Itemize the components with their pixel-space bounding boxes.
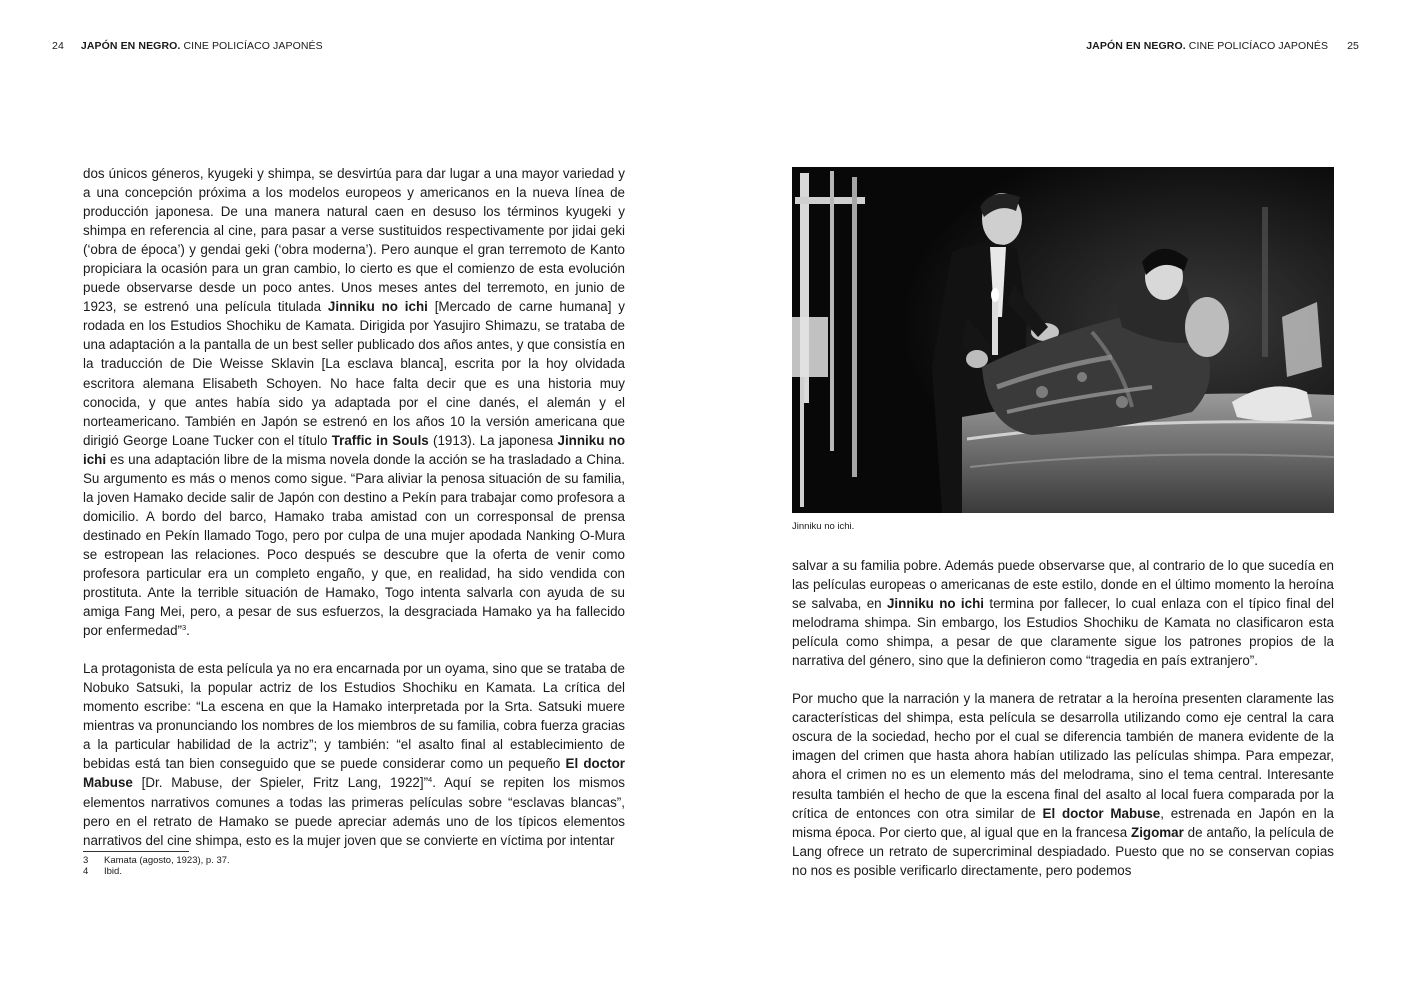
left-header-title: JAPÓN EN NEGRO. — [80, 40, 181, 52]
film-still-photo — [792, 167, 1334, 513]
footnote-rule — [83, 851, 189, 852]
right-paragraph-1: salvar a su familia pobre. Además puede observarse que, al contrario de lo que sucedía en las películas europeas o americanas de este estilo, donde en el último momento la heroína se salvaba, en Jinniku no ichi termina por fallecer, lo cual enlaza con el típico final del melodrama shimpa. Sin embargo, los Estudios Shochiku de Kamata no clasificaron esta película como shimpa, a pesar de que claramente sigue los patrones propios de la narrativa del género, sino que la definieron como “tragedia en país extranjero”. — [792, 558, 1334, 669]
left-paragraph-2: La protagonista de esta película ya no era encarnada por un oyama, sino que se trataba de Nobuko Satsuki, la popular actriz de los Estudios Shochiku en Kamata. La crítica del momento escribe: “La escena en que la Hamako interpretada por la Srta. Satsuki muere mientras va pronunciando los nombres de los miembros de su familia, cobra fuerza gracias a la particular habilidad de la actriz”; y también: “el asalto final al establecimiento de bebidas está tan bien conseguido que se puede considerar como un pequeño El doctor Mabuse [Dr. Mabuse, der Spieler, Fritz Lang, 1922]”$^4$. Aquí se repiten los mismos elementos narrativos comunes a todas las primeras películas sobre “esclavas blancas”, pero en el retrato de Hamako se puede apreciar además uno de los típicos elementos narrativos del cine shimpa, esto es la mujer joven que se convierte en víctima por intentar — [83, 661, 625, 848]
film-title: El doctor Mabuse — [83, 756, 625, 791]
left-running-header — [52, 40, 323, 52]
left-page-body — [83, 164, 625, 850]
left-paragraph-1: dos únicos géneros, kyugeki y shimpa, se desvirtúa para dar lugar a una mayor variedad y a una concepción próxima a los modelos europeos y americanos en la nueva línea de producción japonesa. De una manera natural caen en desuso los términos kyugeki y shimpa en referencia al cine, para pasar a verse sustituidos respectivamente por jidai geki (‘obra de época’) y gendai geki (‘obra moderna’). Pero aunque el gran terremoto de Kanto propiciara la ocasión para un gran cambio, lo cierto es que el comienzo de esta evolución puede observarse desde un poco antes. Unos meses antes del terremoto, en junio de 1923, se estrenó una película titulada Jinniku no ichi [Mercado de carne humana] y rodada en los Estudios Shochiku de Kamata. Dirigida por Yasujiro Shimazu, se trataba de una adaptación a la pantalla de un best seller publicado dos años antes, y que consistía en la traducción de Die Weisse Sklavin [La esclava blanca], escrita por la hoy olvidada escritora alemana Elisabeth Schoyen. No hace falta decir que es una historia muy conocida, y que antes había sido ya adaptada por el cine danés, el alemán y el norteamericano. También en Japón se estrenó en los años 10 la versión americana que dirigió George Loane Tucker con el título Traffic in Souls (1913). La japonesa Jinniku no ichi es una adaptación libre de la misma novela donde la acción se ha trasladado a China. Su argumento es más o menos como sigue. “Para aliviar la penosa situación de su familia, la joven Hamako decide salir de Japón con destino a Pekín para trabajar como profesora a domicilio. A bordo del barco, Hamako traba amistad con un corresponsal de prensa destinado en Pekín llamado Togo, pero por culpa de una mujer apodada Nanking O-Mura se estropean las relaciones. Poco después se descubre que la oferta de venir como profesora particular era un completo engaño, y que, en realidad, ha sido vendida con prostituta. Ante la terrible situación de Hamako, Togo intenta salvarla con ayuda de su amiga Fang Mei, pero, a pesar de sus esfuerzos, la desgraciada Hamako ya ha fallecido por enfermedad”$^3$. — [83, 166, 625, 639]
left-page-number: 24 — [52, 40, 64, 52]
right-page-number: 25 — [1347, 40, 1359, 52]
left-header-subtitle: CINE POLICÍACO JAPONÉS — [180, 40, 323, 52]
figure-caption: Jinniku no ichi. — [792, 521, 855, 532]
film-title: Zigomar — [1131, 824, 1184, 840]
film-title: Jinniku no ichi — [886, 596, 984, 612]
film-title: Traffic in Souls — [331, 432, 429, 448]
footnote-ref-4: 4 — [428, 775, 433, 785]
right-page-body — [792, 556, 1334, 880]
footnote-3: 3 Kamata (agosto, 1923), p. 37. — [83, 855, 230, 866]
right-running-header — [1086, 40, 1359, 52]
film-title: Jinniku no ichi — [83, 432, 625, 467]
right-paragraph-2: Por mucho que la narración y la manera de retratar a la heroína presenten claramente las características del shimpa, esta película se desarrolla utilizando como eje central la cara oscura de la sociedad, hecho por el cual se diferencia también de manera evidente de la imagen del crimen que hasta ahora habían utilizado las películas shimpa. Para empezar, ahora el crimen no es un elemento más del melodrama, sino el tema central. Interesante resulta también el hecho de que la escena final del asalto al local fuera comparada por la crítica de entonces con otra similar de El doctor Mabuse, estrenada en Japón en la misma época. Por cierto que, al igual que en la francesa Zigomar de antaño, la película de Lang ofrece un retrato de supercriminal despiadado. Puesto que no se conservan copias no nos es posible verificarlo directamente, pero podemos — [792, 691, 1334, 878]
footnote-4: 4 Ibid. — [83, 866, 122, 877]
footnote-ref-3: 3 — [182, 623, 187, 633]
film-title: Jinniku no ichi — [327, 299, 428, 315]
right-header-subtitle: CINE POLICÍACO JAPONÉS — [1185, 40, 1329, 52]
right-header-title: JAPÓN EN NEGRO. — [1086, 40, 1186, 52]
film-title: El doctor Mabuse — [1042, 805, 1161, 821]
